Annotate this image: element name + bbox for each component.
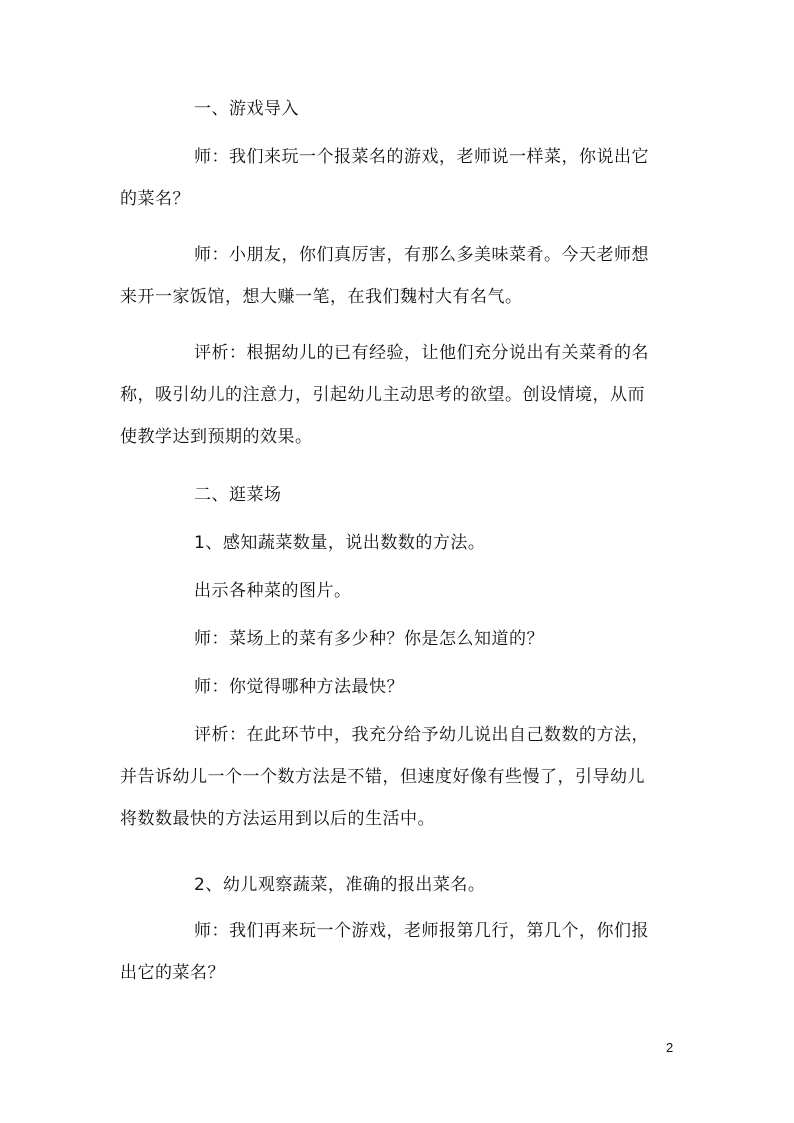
- paragraph-line: 师：菜场上的菜有多少种？你是怎么知道的？: [194, 629, 544, 649]
- paragraph-line: 来开一家饭馆，想大赚一笔，在我们魏村大有名气。: [120, 287, 523, 307]
- paragraph-line: 的菜名？: [120, 189, 190, 209]
- paragraph-line: 师：小朋友，你们真厉害，有那么多美味菜肴。今天老师想: [194, 245, 649, 265]
- section-heading-game-intro: [120, 88, 680, 130]
- paragraph-line: 2、幼儿观察蔬菜，准确的报出菜名。: [194, 875, 486, 895]
- paragraph-teacher-praise: [120, 234, 680, 318]
- paragraph-line: 出它的菜名？: [120, 963, 225, 983]
- paragraph-teacher-game: [120, 136, 680, 220]
- paragraph-line: 将数数最快的方法运用到以后的生活中。: [120, 809, 435, 829]
- paragraph-line: 称，吸引幼儿的注意力，引起幼儿主动思考的欲望。创设情境，从而: [120, 385, 645, 405]
- paragraph-show-pictures: [120, 570, 680, 612]
- page-number: 2: [666, 1040, 674, 1055]
- heading-text: 一、游戏导入: [194, 99, 299, 119]
- list-item-perceive-quantity: [120, 522, 680, 564]
- paragraph-line: 出示各种菜的图片。: [194, 581, 352, 601]
- paragraph-line: 使教学达到预期的效果。: [120, 427, 313, 447]
- paragraph-analysis-2: [120, 714, 680, 840]
- paragraph-line: 师：我们再来玩一个游戏，老师报第几行，第几个，你们报: [194, 921, 649, 941]
- paragraph-teacher-question-1: [120, 618, 680, 660]
- paragraph-teacher-game-2: [120, 910, 680, 994]
- list-item-observe-vegetables: [120, 864, 680, 906]
- section-heading-market: [120, 474, 680, 516]
- heading-text: 二、逛菜场: [194, 485, 282, 505]
- paragraph-line: 1、感知蔬菜数量，说出数数的方法。: [194, 533, 486, 553]
- paragraph-line: 师：你觉得哪种方法最快？: [194, 677, 404, 697]
- paragraph-line: 并告诉幼儿一个一个数方法是不错，但速度好像有些慢了，引导幼儿: [120, 767, 645, 787]
- paragraph-analysis-1: [120, 332, 680, 458]
- paragraph-line: 师：我们来玩一个报菜名的游戏，老师说一样菜，你说出它: [194, 147, 649, 167]
- paragraph-line: 评析：根据幼儿的已有经验，让他们充分说出有关菜肴的名: [194, 343, 649, 363]
- paragraph-line: 评析：在此环节中，我充分给予幼儿说出自己数数的方法，: [194, 725, 649, 745]
- paragraph-teacher-question-2: [120, 666, 680, 708]
